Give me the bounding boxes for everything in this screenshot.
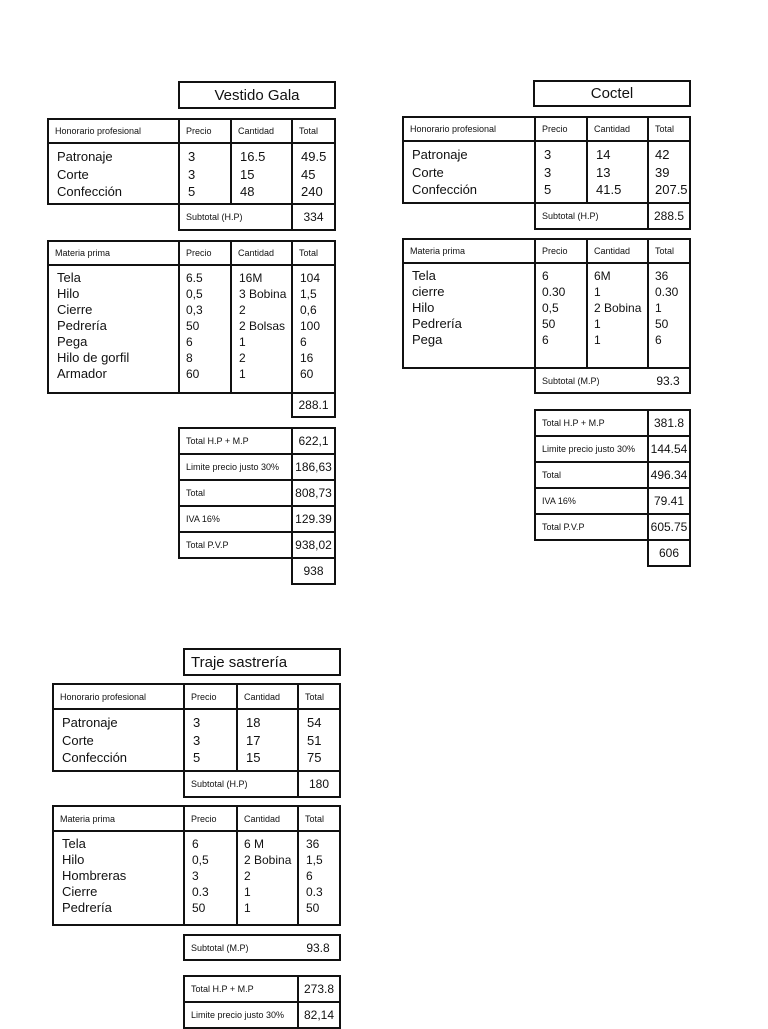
cell: 13 xyxy=(596,164,611,180)
cell: 50 xyxy=(192,901,206,915)
cell: 2 xyxy=(239,351,246,365)
vestido-hp-header-total: Total xyxy=(291,118,336,144)
cell: 39 xyxy=(655,164,670,180)
cell: 60 xyxy=(300,367,314,381)
coctel-mp-header-precio: Precio xyxy=(534,238,588,264)
cell: 0,5 xyxy=(542,301,559,315)
traje-mp-subtotal-value: 93.8 xyxy=(306,940,330,955)
traje-summary-value: 82,14 xyxy=(297,1001,341,1029)
list-item: Hilo xyxy=(62,852,85,867)
list-item: Hilo xyxy=(412,300,435,315)
list-item: Hilo xyxy=(57,286,80,301)
vestido-hp-header-precio: Precio xyxy=(178,118,232,144)
cell: 1 xyxy=(594,285,601,299)
traje-mp-header-precio: Precio xyxy=(183,805,238,832)
cell: 1 xyxy=(239,367,246,381)
vestido-summary-value: 186,63 xyxy=(291,453,336,481)
cell: 41.5 xyxy=(596,182,622,197)
list-item: Armador xyxy=(57,366,107,381)
coctel-hp-subtotal-value: 288.5 xyxy=(647,202,691,230)
coctel-hp-header-precio: Precio xyxy=(534,116,588,142)
traje-mp-precio xyxy=(183,830,238,926)
cell: 6 xyxy=(186,335,193,349)
vestido-hp-subtotal-value: 334 xyxy=(291,203,336,231)
list-item: Patronaje xyxy=(412,147,468,162)
cell: 0,6 xyxy=(300,303,317,317)
list-item: Hombreras xyxy=(62,868,127,883)
vestido-hp-total xyxy=(291,142,336,205)
cell: 16.5 xyxy=(240,149,266,164)
cell: 1 xyxy=(244,885,251,899)
cell: 36 xyxy=(655,269,669,283)
coctel-hp-precio xyxy=(534,140,588,204)
coctel-mp-subtotal-label: Subtotal (M.P) xyxy=(534,367,691,394)
cell: 50 xyxy=(186,319,200,333)
cell: 104 xyxy=(300,271,321,285)
traje-hp-items xyxy=(52,708,185,772)
cell: 1 xyxy=(594,333,601,347)
vestido-mp-header-concept: Materia prima xyxy=(47,240,180,266)
vestido-summary-label: Total xyxy=(178,479,293,507)
coctel-summary-label: Total H.P + M.P xyxy=(534,409,649,437)
list-item: Cierre xyxy=(57,302,93,317)
coctel-hp-subtotal-label: Subtotal (H.P) xyxy=(534,202,649,230)
cell: 3 Bobina xyxy=(239,287,287,301)
coctel-hp-cantidad xyxy=(586,140,649,204)
cell: 6 xyxy=(542,333,549,347)
cell: 50 xyxy=(655,317,669,331)
list-item: Confección xyxy=(62,750,128,765)
cell: 0.3 xyxy=(192,885,209,899)
vestido-mp-header-cantidad: Cantidad xyxy=(230,240,293,266)
cell: 2 Bolsas xyxy=(239,319,286,333)
list-item: Pedrería xyxy=(57,318,107,333)
vestido-hp-items xyxy=(47,142,180,205)
cell: 2 Bobina xyxy=(594,301,642,315)
cell: 0.30 xyxy=(542,285,566,299)
coctel-mp-header-total: Total xyxy=(647,238,691,264)
vestido-summary-label: IVA 16% xyxy=(178,505,293,533)
cell: 6 xyxy=(192,837,199,851)
list-item: Corte xyxy=(62,732,94,748)
cell: 50 xyxy=(542,317,556,331)
list-item: Confección xyxy=(412,182,478,197)
cell: 3 xyxy=(188,149,196,164)
coctel-title: Coctel xyxy=(533,80,691,107)
cell: 8 xyxy=(186,351,193,365)
coctel-mp-precio xyxy=(534,262,588,369)
cell: 0.3 xyxy=(306,885,323,899)
cell: 2 xyxy=(239,303,246,317)
traje-summary-label: Limite precio justo 30% xyxy=(183,1001,299,1029)
vestido-summary-label: Total H.P + M.P xyxy=(178,427,293,455)
cell: 16M xyxy=(239,271,263,285)
vestido-hp-subtotal-label: Subtotal (H.P) xyxy=(178,203,293,231)
coctel-summary-label: IVA 16% xyxy=(534,487,649,515)
vestido-summary-value: 129.39 xyxy=(291,505,336,533)
coctel-mp-header-concept: Materia prima xyxy=(402,238,536,264)
cell: 3 xyxy=(544,164,552,180)
coctel-hp-header-cantidad: Cantidad xyxy=(586,116,649,142)
cell: 5 xyxy=(193,750,201,765)
cell: 16 xyxy=(300,351,314,365)
list-item: Pedrería xyxy=(412,316,462,331)
coctel-mp-total xyxy=(647,262,691,369)
coctel-hp-header-concept: Honorario profesional xyxy=(402,116,536,142)
coctel-final-value: 606 xyxy=(647,539,691,567)
traje-hp-total xyxy=(297,708,341,772)
cell: 240 xyxy=(301,184,323,199)
cell: 75 xyxy=(307,750,322,765)
vestido-summary-value: 622,1 xyxy=(291,427,336,455)
coctel-mp-items xyxy=(402,262,536,369)
cell: 51 xyxy=(307,732,322,748)
cell: 17 xyxy=(246,732,261,748)
vestido-summary-value: 808,73 xyxy=(291,479,336,507)
coctel-mp-subtotal-value: 93.3 xyxy=(656,373,680,388)
cell: 36 xyxy=(306,837,320,851)
vestido-mp-items xyxy=(47,264,180,394)
traje-mp-subtotal-label: Subtotal (M.P) xyxy=(183,934,341,961)
cell: 15 xyxy=(246,750,261,765)
list-item: Tela xyxy=(57,270,81,285)
cell: 60 xyxy=(186,367,200,381)
cell: 1 xyxy=(239,335,246,349)
coctel-mp-cantidad xyxy=(586,262,649,369)
cell: 18 xyxy=(246,715,261,730)
list-item: cierre xyxy=(412,284,445,299)
traje-hp-precio xyxy=(183,708,238,772)
coctel-summary-value: 381.8 xyxy=(647,409,691,437)
cell: 2 xyxy=(244,869,251,883)
cell: 3 xyxy=(188,166,196,182)
traje-hp-header-precio: Precio xyxy=(183,683,238,710)
vestido-hp-header-concept: Honorario profesional xyxy=(47,118,180,144)
vestido-mp-precio xyxy=(178,264,232,394)
coctel-hp-header-total: Total xyxy=(647,116,691,142)
vestido-hp-cantidad xyxy=(230,142,293,205)
traje-summary-label: Total H.P + M.P xyxy=(183,975,299,1003)
cell: 6 xyxy=(655,333,662,347)
list-item: Patronaje xyxy=(57,149,113,164)
traje-mp-cantidad xyxy=(236,830,299,926)
cell: 0.30 xyxy=(655,285,679,299)
cell: 50 xyxy=(306,901,320,915)
list-item: Cierre xyxy=(62,884,98,899)
traje-hp-header-concept: Honorario profesional xyxy=(52,683,185,710)
cell: 1 xyxy=(244,901,251,915)
cell: 207.5 xyxy=(655,182,688,197)
vestido-summary-label: Total P.V.P xyxy=(178,531,293,559)
vestido-title: Vestido Gala xyxy=(178,81,336,109)
cell: 100 xyxy=(300,319,321,333)
coctel-mp-header-cantidad: Cantidad xyxy=(586,238,649,264)
traje-mp-items xyxy=(52,830,185,926)
list-item: Corte xyxy=(57,166,89,182)
cell: 48 xyxy=(240,184,255,199)
cell: 1,5 xyxy=(300,287,317,301)
cell: 3 xyxy=(192,869,199,883)
traje-hp-cantidad xyxy=(236,708,299,772)
traje-mp-total xyxy=(297,830,341,926)
vestido-hp-header-cantidad: Cantidad xyxy=(230,118,293,144)
vestido-summary-label: Limite precio justo 30% xyxy=(178,453,293,481)
list-item: Pega xyxy=(57,334,88,349)
traje-hp-subtotal-label: Subtotal (H.P) xyxy=(183,770,299,798)
cell: 1,5 xyxy=(306,853,323,867)
cell: 1 xyxy=(655,301,662,315)
traje-summary-value: 273.8 xyxy=(297,975,341,1003)
traje-mp-header-cantidad: Cantidad xyxy=(236,805,299,832)
coctel-summary-label: Total P.V.P xyxy=(534,513,649,541)
cell: 0,3 xyxy=(186,303,203,317)
list-item: Corte xyxy=(412,164,444,180)
list-item: Hilo de gorfil xyxy=(57,350,130,365)
cell: 15 xyxy=(240,166,255,182)
cell: 6 xyxy=(306,869,313,883)
list-item: Pedrería xyxy=(62,900,112,915)
cell: 5 xyxy=(544,182,552,197)
traje-hp-header-total: Total xyxy=(297,683,341,710)
vestido-mp-total xyxy=(291,264,336,394)
coctel-hp-items xyxy=(402,140,536,204)
traje-mp-header-concept: Materia prima xyxy=(52,805,185,832)
cell: 3 xyxy=(193,715,201,730)
cell: 3 xyxy=(193,732,201,748)
vestido-summary-value: 938,02 xyxy=(291,531,336,559)
cell: 6 M xyxy=(244,837,265,851)
cell: 0,5 xyxy=(192,853,209,867)
vestido-mp-subtotal-value: 288.1 xyxy=(291,392,336,418)
vestido-mp-header-precio: Precio xyxy=(178,240,232,266)
list-item: Patronaje xyxy=(62,715,118,730)
traje-title: Traje sastrería xyxy=(183,648,341,676)
coctel-hp-total xyxy=(647,140,691,204)
cell: 3 xyxy=(544,147,552,162)
vestido-mp-cantidad xyxy=(230,264,293,394)
coctel-summary-value: 79.41 xyxy=(647,487,691,515)
cell: 1 xyxy=(594,317,601,331)
vestido-hp-precio xyxy=(178,142,232,205)
cell: 45 xyxy=(301,166,316,182)
coctel-summary-label: Limite precio justo 30% xyxy=(534,435,649,463)
cell: 2 Bobina xyxy=(244,853,292,867)
coctel-summary-value: 605.75 xyxy=(647,513,691,541)
coctel-summary-value: 144.54 xyxy=(647,435,691,463)
list-item: Tela xyxy=(412,268,436,283)
cell: 6 xyxy=(542,269,549,283)
list-item: Pega xyxy=(412,332,443,347)
traje-hp-header-cantidad: Cantidad xyxy=(236,683,299,710)
cell: 0,5 xyxy=(186,287,203,301)
traje-hp-subtotal-value: 180 xyxy=(297,770,341,798)
list-item: Tela xyxy=(62,836,86,851)
cell: 54 xyxy=(307,715,322,730)
vestido-mp-header-total: Total xyxy=(291,240,336,266)
cell: 49.5 xyxy=(301,149,327,164)
cell: 6.5 xyxy=(186,271,203,285)
cell: 42 xyxy=(655,147,670,162)
traje-mp-header-total: Total xyxy=(297,805,341,832)
vestido-final-value: 938 xyxy=(291,557,336,585)
cell: 5 xyxy=(188,184,196,199)
list-item: Confección xyxy=(57,184,123,199)
coctel-summary-value: 496.34 xyxy=(647,461,691,489)
coctel-summary-label: Total xyxy=(534,461,649,489)
cell: 6 xyxy=(300,335,307,349)
cell: 6M xyxy=(594,269,611,283)
cell: 14 xyxy=(596,147,611,162)
